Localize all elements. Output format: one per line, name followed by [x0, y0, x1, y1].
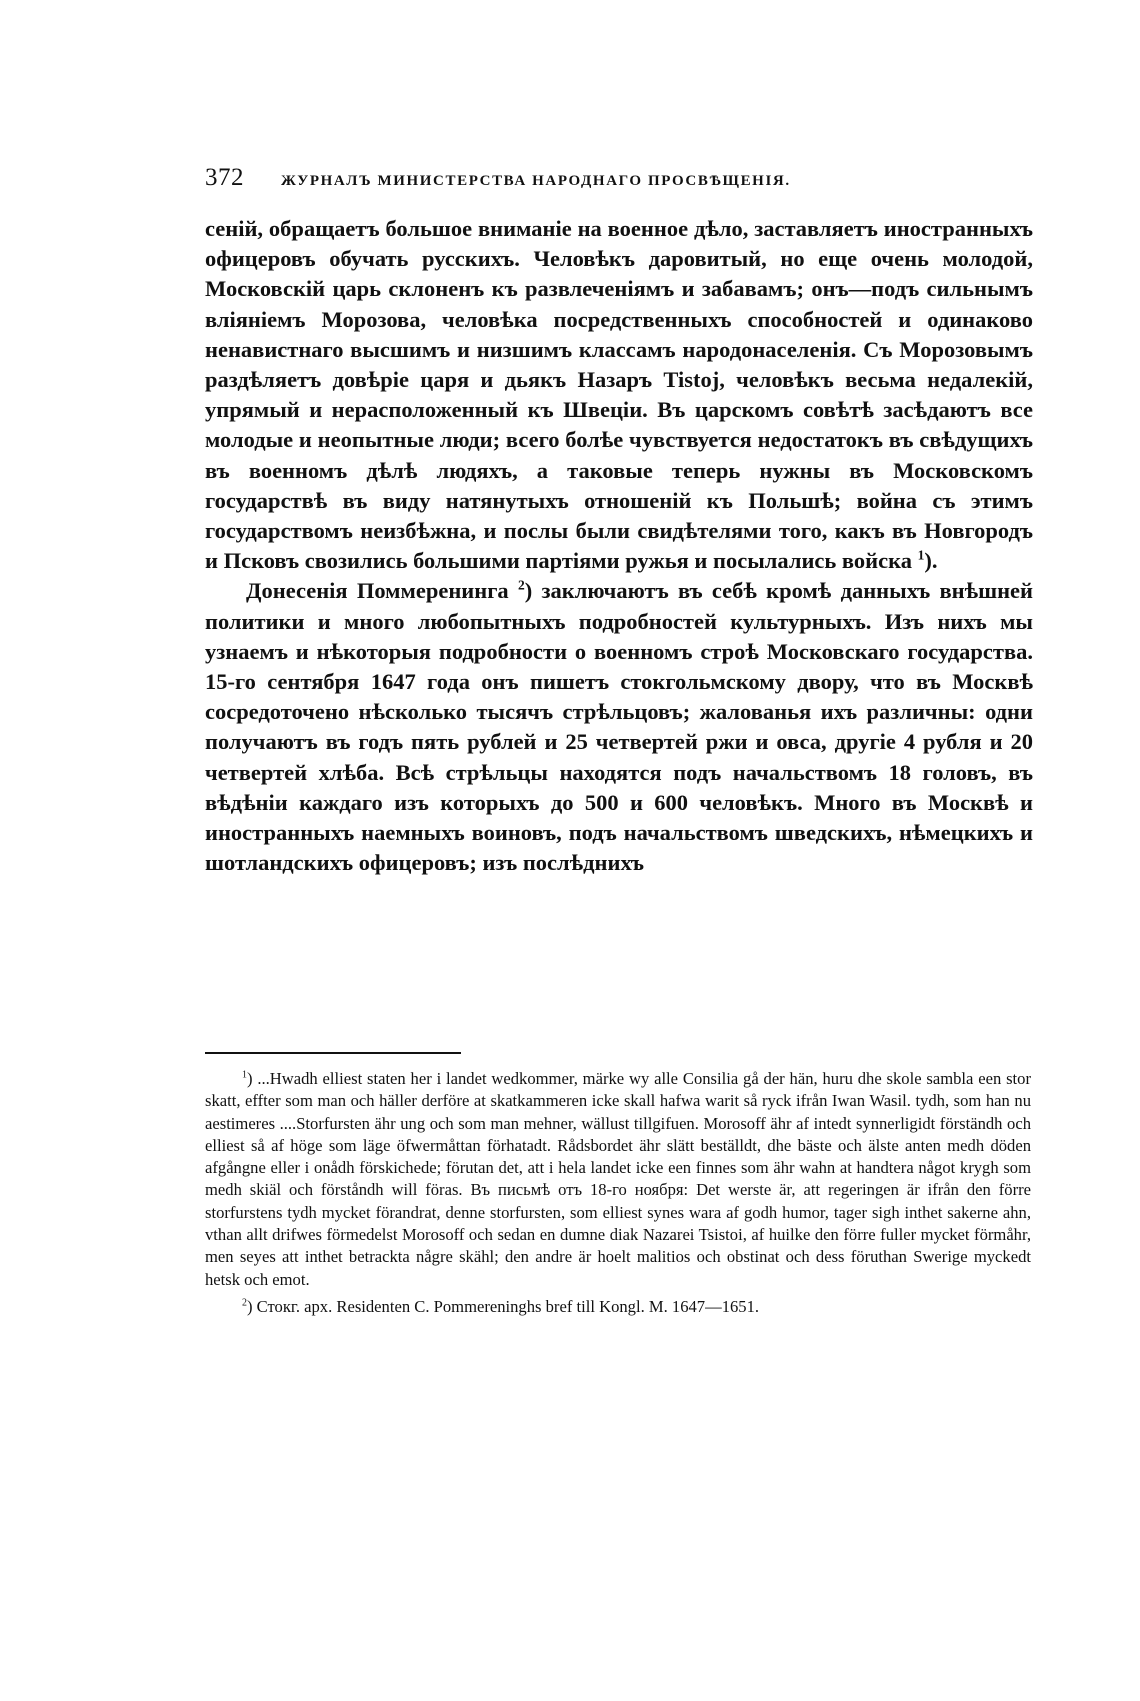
paragraph	[205, 576, 1033, 878]
paragraph-text: сеній, обращаетъ большое вниманіе на военное дѣло, заставляетъ иностранныхъ офицеровъ обучать русскихъ. Человѣкъ даровитый, но еще очень молодой, Московскій царь склоненъ къ развлеченіямъ и забавамъ; онъ—подъ сильнымъ вліяніемъ Морозова, человѣка посредственныхъ способностей и одинаково ненавистнаго высшимъ и низшимъ классамъ народонаселенія. Съ Морозовымъ раздѣляетъ довѣріе царя и дьякъ Назаръ Tistoj, человѣкъ весьма недалекій, упрямый и нерасположенный къ Швеціи. Въ царскомъ совѣтѣ засѣдаютъ все молодые и неопытные люди; всего болѣе чувствуется недостатокъ въ свѣдущихъ въ военномъ дѣлѣ людяхъ, а таковые теперь нужны въ Московскомъ государствѣ въ виду натянутыхъ отношеній къ Польшѣ; война съ этимъ государствомъ неизбѣжна, и послы были свидѣтелями того, какъ въ Новгородъ и Псковъ свозились большими партіями ружья и посылались войска	[205, 216, 1033, 574]
footnote	[205, 1296, 1031, 1318]
footnote-divider	[205, 1052, 461, 1054]
footnote	[205, 1068, 1031, 1291]
paragraph-text: ).	[924, 548, 938, 574]
footnote-text: ) Стокг. арх. Residenten C. Pommereninghs bref till Kongl. M. 1647—1651.	[246, 1296, 760, 1316]
journal-title: ЖУРНАЛЪ МИНИСТЕРСТВА НАРОДНАГО ПРОСВѢЩЕНІЯ.	[281, 173, 791, 189]
footnote-text: ) ...Hwadh elliest staten her i landet wedkommer, märke wy alle Consilia gå der hän, huru dhe skole sambla een stor skatt, effter som man och häller derföre at skatkammeren icke skall hafwa warit så ryck ifrån Iwan Wasil. tydh, som han nu aestimeres ....Storfursten ähr ung och som man mehner, wällust tillgifuen. Morosoff ähr af intedt synnerligidt förständh och elliest så af höge som läge öfwermåttan förhatadt. Rådsbordet ähr slätt beställdt, dhe bäste och älste anten medh döden afgångne eller i onådh förskichede; förutan det, att i hela landet icke een finnes som ähr wahn at handtera något krygh som medh skiäl och förståndh will föras. Въ письмѣ отъ 18-го ноября: Det werste är, att regeringen är ifrån den förre storfurstens tydh mycket förandrat, denne storfursten, som elliest synes wara af godh humor, tager sigh inthet sakerne ahn, vthan allt drifwes förmedelst Morosoff och sedan en dumne diak Nazarei Tsistoi, af huilke den förre fuller mycket förmåhr, men seyes att inthet betrackta någre skähl; den andre är hoelt malitios och obstinat och dess föruthan Swerige myckedt hetsk och emot.	[205, 1069, 1031, 1289]
footnotes	[205, 1068, 1031, 1318]
main-text	[205, 214, 1033, 878]
paragraph-text: Донесенія Поммеренинга	[246, 578, 509, 604]
running-head	[205, 164, 1035, 194]
footnote-ref: 1	[917, 547, 925, 563]
footnote-marker: 1	[242, 1069, 247, 1081]
footnote-marker: 2	[242, 1297, 247, 1309]
paragraph	[205, 214, 1033, 576]
footnote-ref: 2	[517, 577, 525, 593]
page-number: 372	[205, 164, 244, 191]
paragraph-text: ) заключаютъ въ себѣ кромѣ данныхъ внѣшней политики и много любопытныхъ подробностей культурныхъ. Изъ нихъ мы узнаемъ и нѣкоторыя подробности о военномъ строѣ Московскаго государства. 15-го сентября 1647 года онъ пишетъ стокгольмскому двору, что въ Москвѣ сосредоточено нѣсколько тысячъ стрѣльцовъ; жалованья ихъ различны: одни получаютъ въ годъ пять рублей и 25 четвертей ржи и овса, другіе 4 рубля и 20 четвертей хлѣба. Всѣ стрѣльцы находятся подъ начальствомъ 18 головъ, въ вѣдѣніи каждаго изъ которыхъ до 500 и 600 человѣкъ. Много въ Москвѣ и иностранныхъ наемныхъ воиновъ, подъ начальствомъ шведскихъ, нѣмецкихъ и шотландскихъ офицеровъ; изъ послѣднихъ	[205, 578, 1033, 876]
